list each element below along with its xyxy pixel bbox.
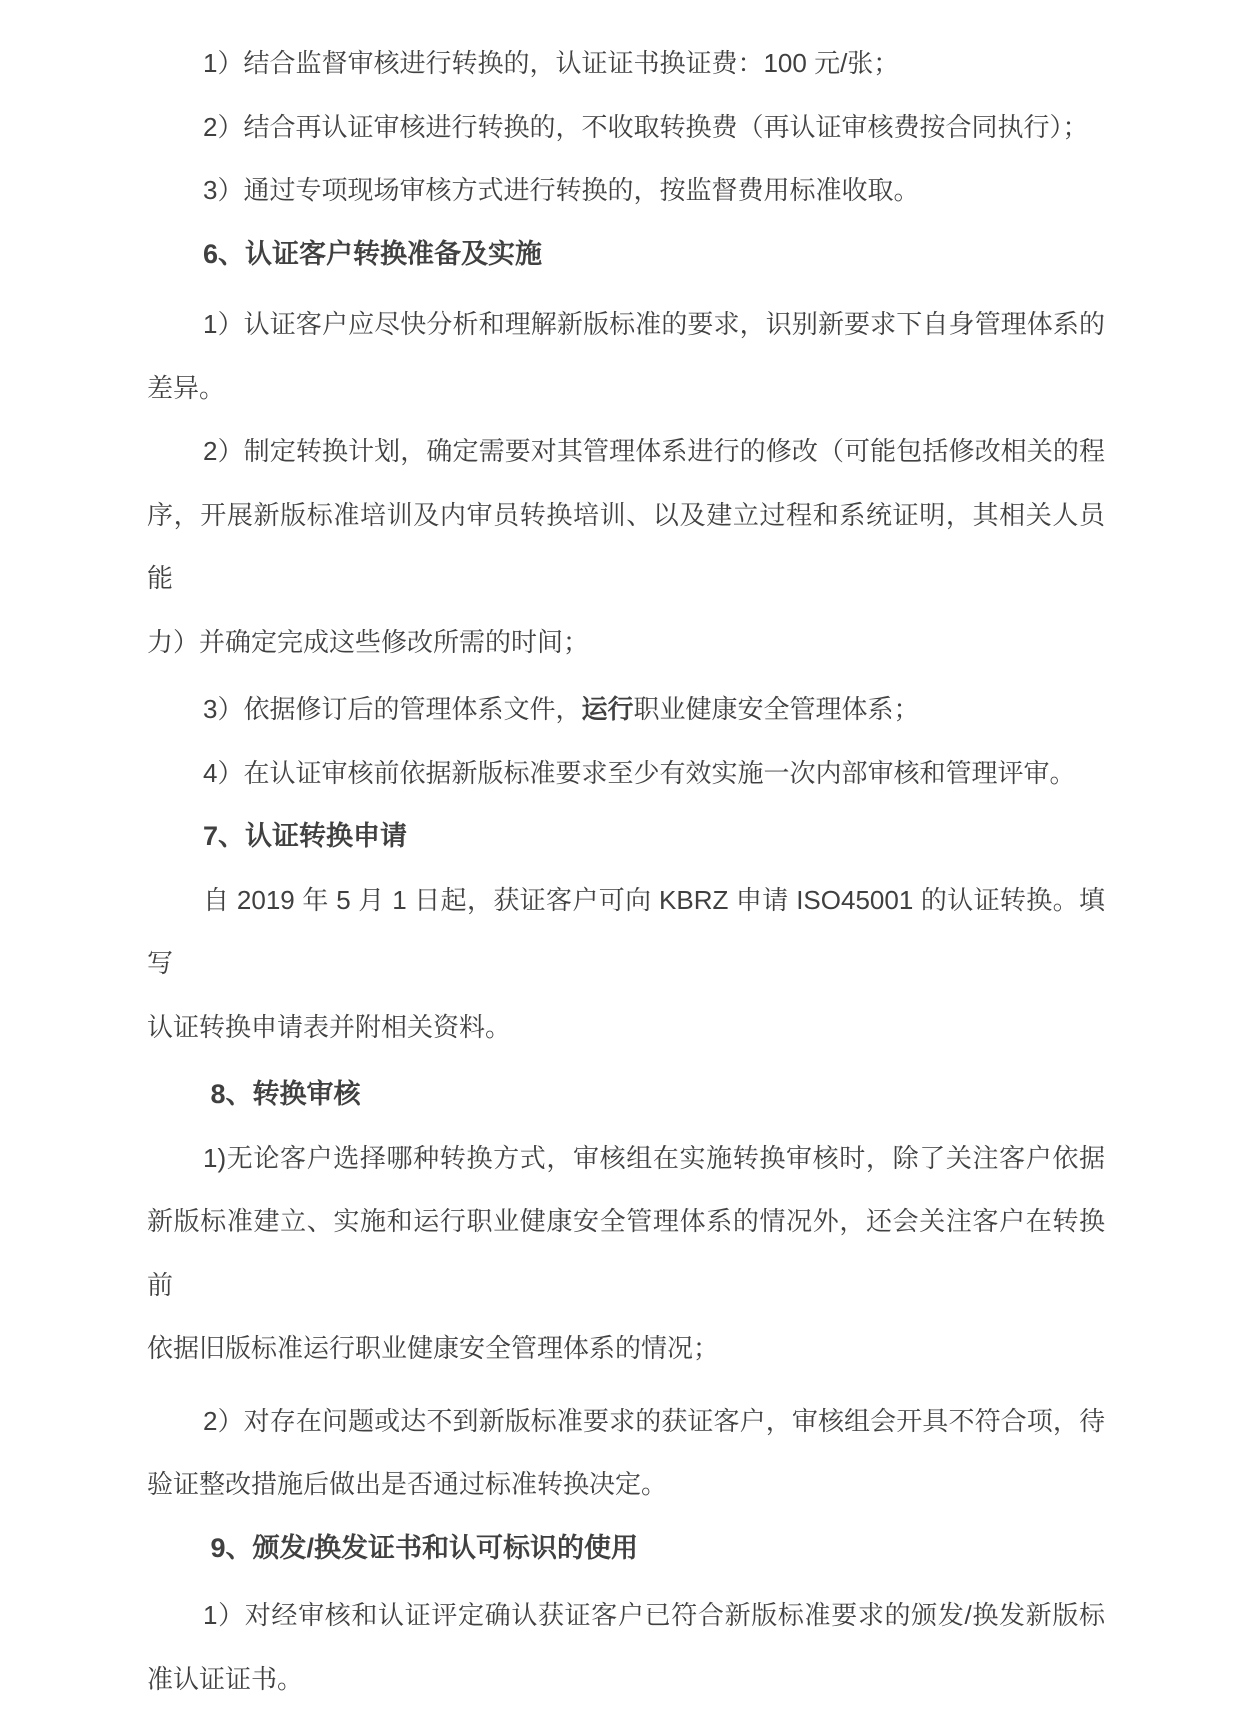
text-line [147, 357, 1105, 421]
bold-text: 6、认证客户转换准备及实施 [203, 239, 542, 269]
text-span: 序，开展新版标准培训及内审员转换培训、以及建立过程和系统证明，其相关人员能 [147, 500, 1105, 594]
text-line [147, 420, 1105, 484]
text-span: 职业健康安全管理体系； [633, 694, 919, 724]
text-line [147, 96, 1105, 160]
text-span: 1）结合监督审核进行转换的，认证证书换证费：100 元/张； [203, 48, 899, 78]
text-line [147, 996, 1105, 1060]
text-span: 认证转换申请表并附相关资料。 [147, 1012, 511, 1042]
text-line [147, 1317, 1105, 1381]
text-line [147, 1190, 1105, 1317]
text-line [147, 742, 1105, 806]
document-body [147, 32, 1105, 1711]
text-span: 差异。 [147, 373, 225, 403]
text-line [147, 1453, 1105, 1517]
text-span: 力）并确定完成这些修改所需的时间； [147, 627, 589, 657]
text-line [147, 32, 1105, 96]
text-line [147, 1127, 1105, 1191]
text-span: 1）对经审核和认证评定确认获证客户已符合新版标准要求的颁发/换发新版标 [203, 1600, 1105, 1630]
text-line [147, 1390, 1105, 1454]
bold-text: 运行 [581, 694, 633, 724]
text-line [147, 293, 1105, 357]
section-heading [147, 805, 1105, 869]
text-span: 3）依据修订后的管理体系文件， [203, 694, 581, 724]
text-line [147, 611, 1105, 675]
text-span: 1）认证客户应尽快分析和理解新版标准的要求，识别新要求下自身管理体系的 [203, 309, 1105, 339]
bold-text: 8、转换审核 [203, 1079, 361, 1109]
text-line [147, 159, 1105, 223]
section-heading [147, 1517, 1105, 1581]
text-line [147, 678, 1105, 742]
text-span: 3）通过专项现场审核方式进行转换的，按监督费用标准收取。 [203, 175, 919, 205]
section-heading [147, 1063, 1105, 1127]
text-span: 新版标准建立、实施和运行职业健康安全管理体系的情况外，还会关注客户在转换前 [147, 1206, 1105, 1300]
text-line [147, 869, 1105, 996]
section-heading [147, 223, 1105, 287]
text-line [147, 1648, 1105, 1711]
text-line [147, 484, 1105, 611]
bold-text: 7、认证转换申请 [203, 821, 407, 851]
text-span: 自 2019 年 5 月 1 日起，获证客户可向 KBRZ 申请 ISO45001 的认证转换。填写 [147, 885, 1105, 979]
text-span: 验证整改措施后做出是否通过标准转换决定。 [147, 1469, 667, 1499]
text-span: 2）制定转换计划，确定需要对其管理体系进行的修改（可能包括修改相关的程 [203, 436, 1105, 466]
text-span: 4）在认证审核前依据新版标准要求至少有效实施一次内部审核和管理评审。 [203, 758, 1075, 788]
text-span: 准认证证书。 [147, 1664, 303, 1694]
text-span: 2）结合再认证审核进行转换的，不收取转换费（再认证审核费按合同执行）； [203, 112, 1088, 142]
text-span: 1)无论客户选择哪种转换方式，审核组在实施转换审核时，除了关注客户依据 [203, 1143, 1105, 1173]
text-line [147, 1584, 1105, 1648]
text-span: 依据旧版标准运行职业健康安全管理体系的情况； [147, 1333, 719, 1363]
bold-text: 9、颁发/换发证书和认可标识的使用 [203, 1533, 638, 1563]
text-span: 2）对存在问题或达不到新版标准要求的获证客户，审核组会开具不符合项，待 [203, 1406, 1105, 1436]
